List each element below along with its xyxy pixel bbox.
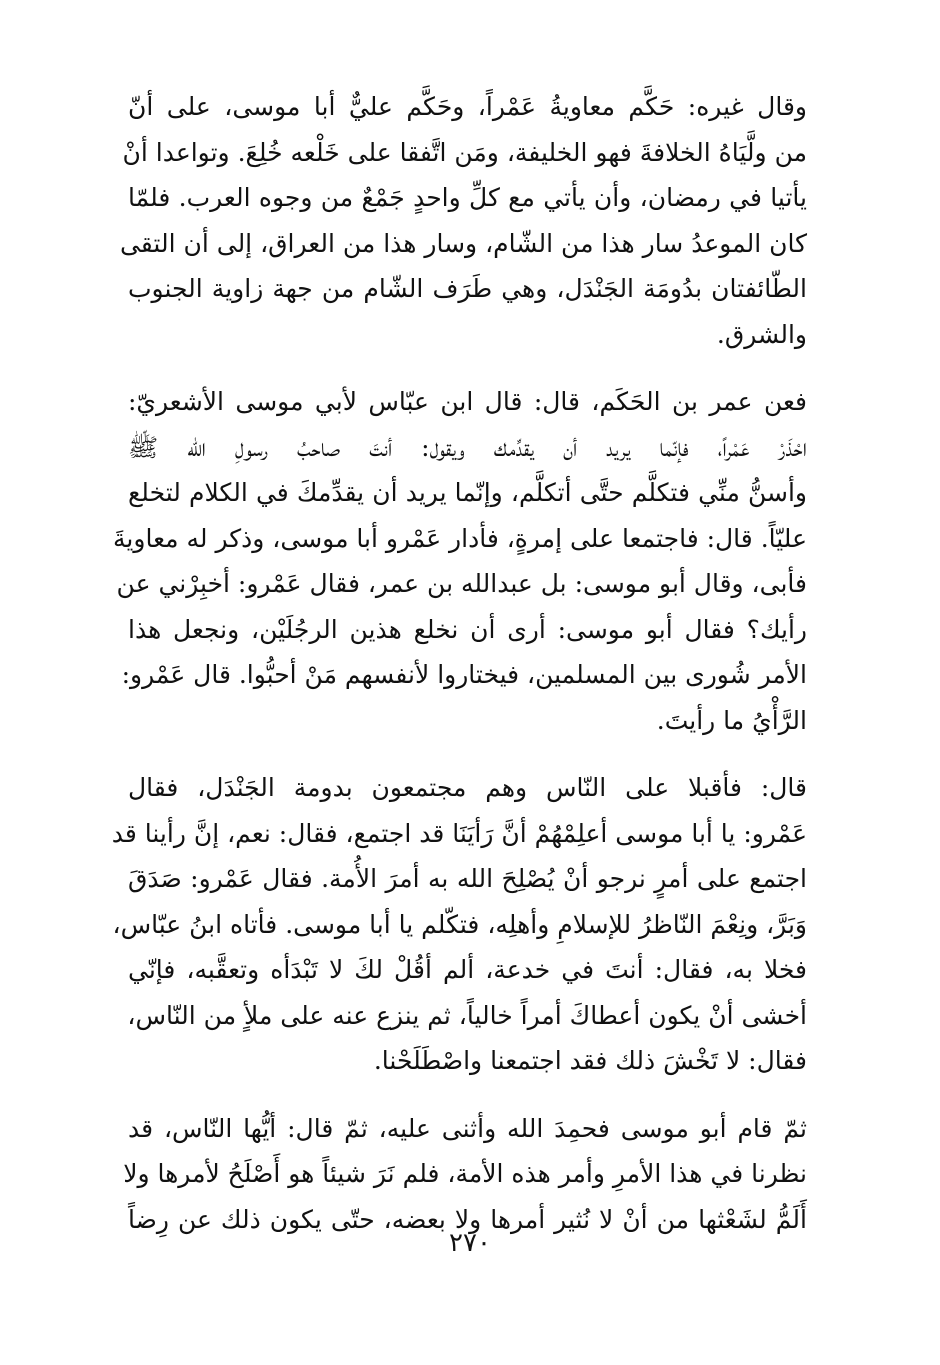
page-number: ٢٧٠ (449, 1228, 491, 1258)
text-line: عليّاً. قال: فاجتمعا على إمرةٍ، فأدار عَمْرو أبا موسى، وذكر له معاويةَ (113, 523, 807, 553)
text-line: وقال غيره: حَكَّم معاويةُ عَمْراً، وحَكَّم عليٌّ أبا موسى، على أنّ (128, 92, 807, 121)
text-line: قال: فأقبلا على النّاس وهم مجتمعون بدومة الجَنْدَل، فقال (128, 773, 807, 802)
text-line: من ولَّيَاهُ الخلافةَ فهو الخليفة، ومَن اتَّفقا على خَلْعه خُلِعَ. وتواعدا أنْ (122, 137, 807, 167)
paragraph-2 (113, 379, 807, 743)
text-line: عَمْرو: يا أبا موسى أعلِمْهُمْ أنَّ رَأيَنَا قد اجتمع، فقال: نعم، إنَّ رأينا قد (111, 818, 807, 848)
text-line: فقال: لا تَخْشَ ذلك فقد اجتمعنا واصْطَلَحْنا. (373, 1046, 807, 1075)
text-line: وأسنُّ منِّي فتكلَّم حتَّى أتكلَّم، وإنّما يريد أن يقدِّمكَ في الكلام لتخلع (128, 478, 807, 507)
text-line: الأمر شُورى بين المسلمين، فيختاروا لأنفسهم مَنْ أحبُّوا. قال عَمْرو: (121, 660, 807, 689)
text-line: أخشى أنْ يكون أعطاكَ أمراً خالياً، ثم ينزع عنه على ملأٍ من النّاس، (127, 1000, 807, 1030)
text-line: كان الموعدُ سار هذا من الشّام، وسار هذا من العراق، إلى أن التقى (119, 228, 807, 258)
text-line: الطّائفتان بدُومَة الجَنْدَل، وهي طَرَف الشّام من جهة زاوية الجنوب (128, 274, 807, 303)
text-line: أَلَمُّ لشَعْثها من أنْ لا نُثير أمرها ولا بعضه، حتّى يكون ذلك عن رِضاً (128, 1204, 807, 1234)
text-line: ثمّ قام أبو موسى فحمِدَ الله وأثنى عليه، ثمّ قال: أيُّها النّاس، قد (128, 1113, 807, 1143)
text-line: والشرق. (716, 319, 807, 349)
paragraph-4 (123, 1106, 807, 1243)
paragraph-1 (119, 84, 807, 357)
text-line: الرَّأْيُ ما رأيتَ. (656, 705, 807, 735)
body-text (111, 84, 807, 1264)
text-line: فعن عمر بن الحَكَم، قال: قال ابن عبّاس لأبي موسى الأشعريّ: (128, 387, 807, 416)
text-line: نظرنا في هذا الأمرِ وأمر هذه الأمة، فلم نَرَ شيئاً هو أَصْلَحُ لأمرها ولا (123, 1159, 807, 1188)
paragraph-3 (111, 765, 807, 1084)
text-line: رأيك؟ فقال أبو موسى: أرى أن نخلع هذين الرجُلَيْن، ونجعل هذا (128, 614, 807, 644)
text-line: وَبَرَّ، ونِعْمَ النّاظرُ للإسلامِ وأهلِه، فتكّلم يا أبا موسى. فأتاه ابنُ عبّاس، (112, 909, 807, 939)
text-line: احْذَرْ عَمْراً، فإنّما يريد أن يقدِّمك ويقول: أنتَ صاحبُ رسولِ الله ﷺ (128, 432, 807, 462)
text-line: فخلا به، فقال: أنتَ في خدعة، ألم أقُلْ لكَ لا تَبْدَأه وتعقَّبه، فإنّي (128, 955, 807, 984)
text-line: فأبى، وقال أبو موسى: بل عبدالله بن عمر، فقال عَمْرو: أخبِرْني عن (116, 569, 807, 598)
text-line: اجتمع على أمرٍ نرجو أنْ يُصْلِحَ الله به أمرَ الأُمة. فقال عَمْرو: صَدَقَ (128, 864, 807, 893)
text-line: يأتيا في رمضان، وأن يأتي مع كلِّ واحدٍ جَمْعٌ من وجوه العرب. فلمّا (128, 183, 807, 212)
